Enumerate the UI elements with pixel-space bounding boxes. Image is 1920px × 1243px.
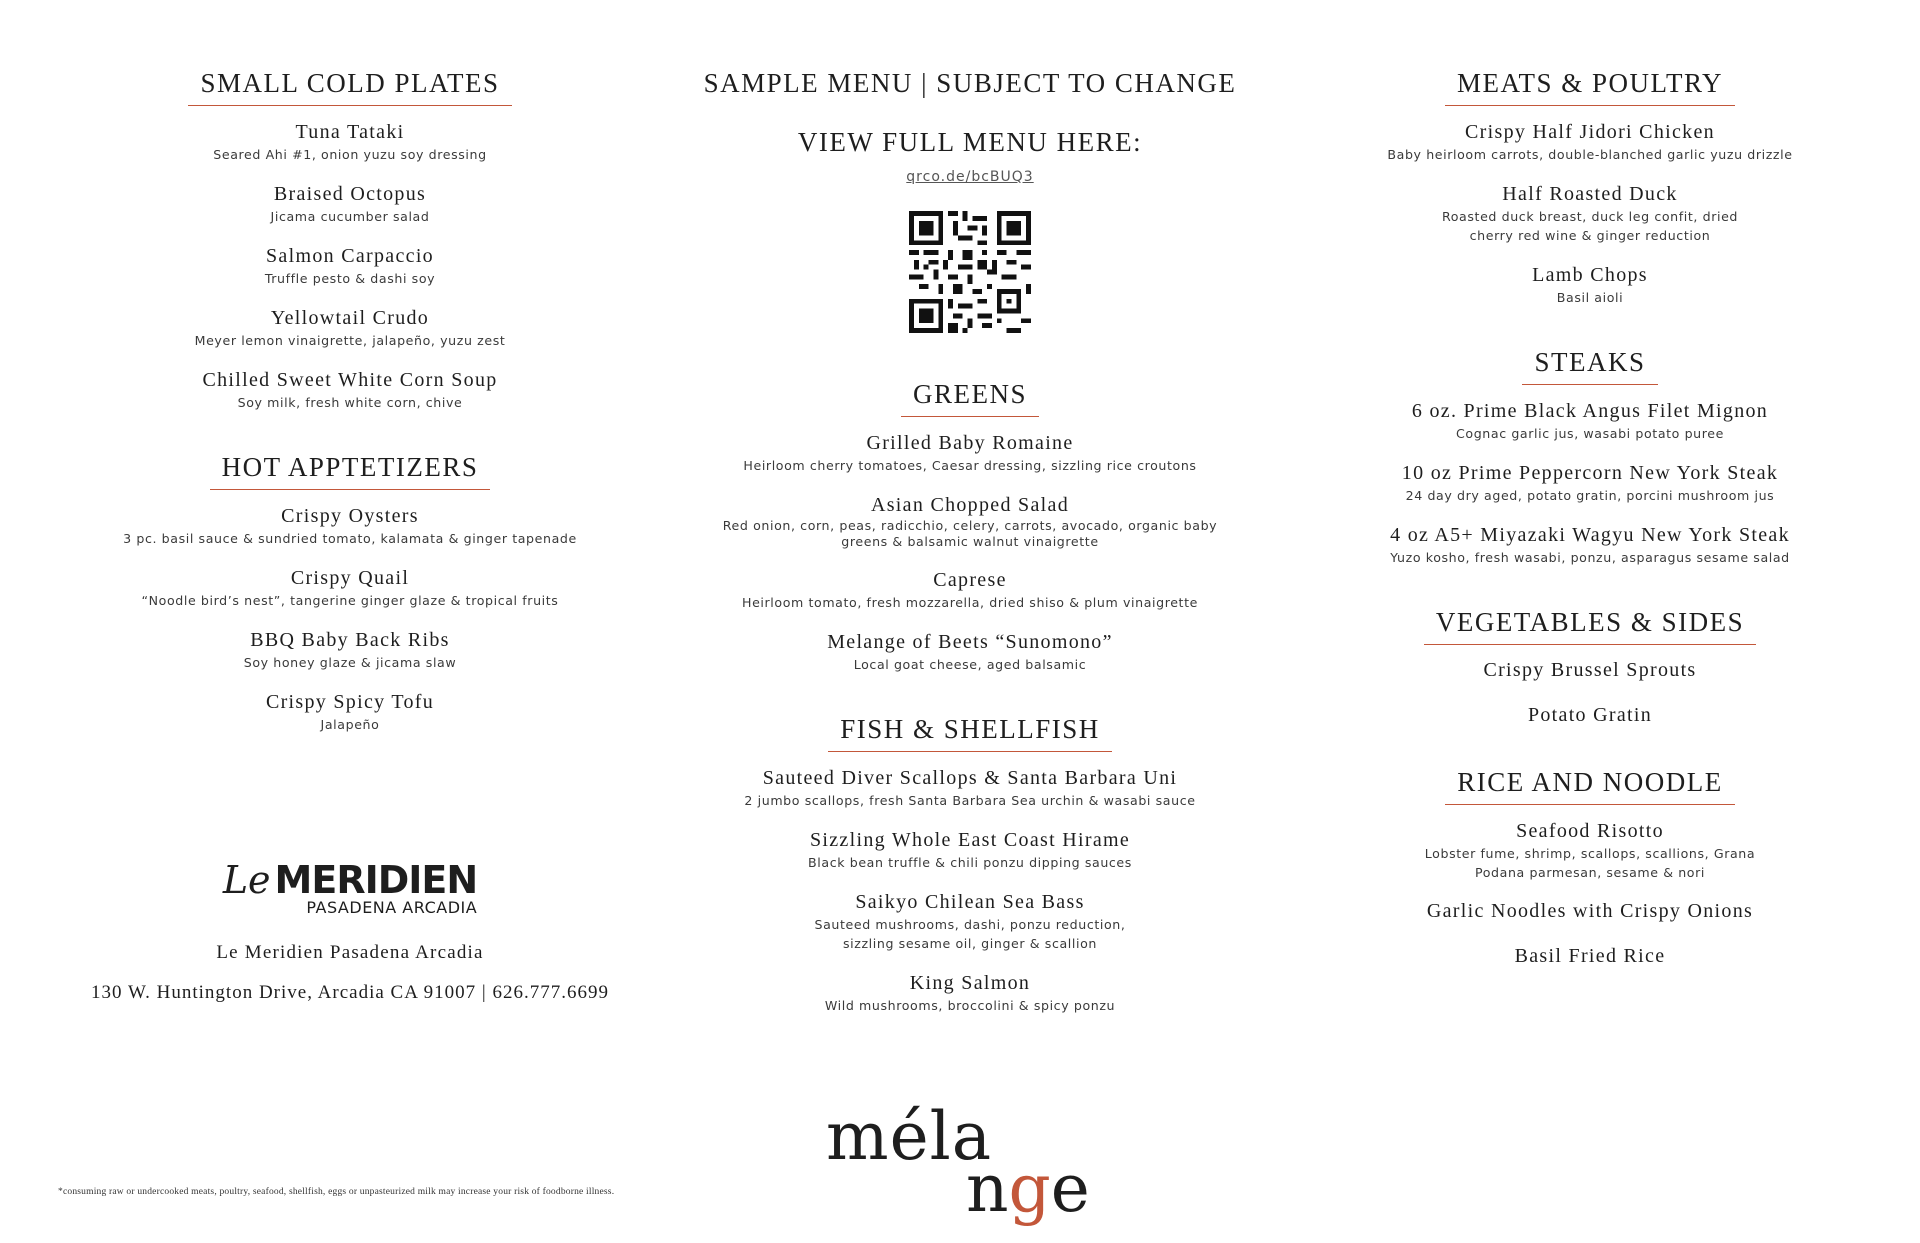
menu-item — [690, 493, 1250, 550]
item-desc: Soy honey glaze & jicama slaw — [243, 655, 457, 670]
item-desc: Soy milk, fresh white corn, chive — [237, 395, 463, 410]
menu-item — [80, 244, 620, 288]
item-desc: Jicama cucumber salad — [270, 209, 430, 224]
item-name: Sauteed Diver Scallops & Santa Barbara Uni — [762, 767, 1178, 789]
food-safety-disclaimer: *consuming raw or undercooked meats, poultry, seafood, shellfish, eggs or unpasteurized milk may increase your risk of foodborne illness. — [58, 1187, 615, 1197]
side-item: Garlic Noodles with Crispy Onions — [1426, 900, 1754, 922]
item-name: Tuna Tataki — [295, 121, 405, 143]
item-name: 6 oz. Prime Black Angus Filet Mignon — [1411, 400, 1769, 422]
view-full-menu-title: VIEW FULL MENU HERE: — [797, 127, 1143, 157]
side-item: Potato Gratin — [1527, 704, 1653, 726]
item-desc: Truffle pesto & dashi soy — [264, 271, 436, 286]
item-name: Crispy Quail — [290, 567, 410, 589]
item-name: Crispy Half Jidori Chicken — [1465, 121, 1715, 143]
section-title: SMALL COLD PLATES — [188, 68, 511, 106]
item-name: Sizzling Whole East Coast Hirame — [809, 829, 1131, 851]
section-title: MEATS & POULTRY — [1445, 68, 1735, 106]
item-name: Seafood Risotto — [1516, 820, 1664, 842]
logo-le-text: Le — [222, 858, 271, 902]
item-desc: Lobster fume, shrimp, scallops, scallions, Grana Podana parmesan, sesame & nori — [1424, 846, 1756, 880]
item-desc: Yuzo kosho, fresh wasabi, ponzu, asparagus sesame salad — [1390, 550, 1790, 565]
item-name: Grilled Baby Romaine — [866, 432, 1074, 454]
hotel-block — [80, 858, 620, 1004]
item-name: Lamb Chops — [1532, 264, 1648, 286]
item-desc: Local goat cheese, aged balsamic — [853, 657, 1087, 672]
menu-item — [690, 766, 1250, 810]
side-item: Crispy Brussel Sprouts — [1483, 659, 1697, 681]
section-small-cold-plates — [80, 68, 620, 412]
section-hot-appetizers — [80, 452, 620, 734]
item-desc: Sauteed mushrooms, dashi, ponzu reduction, sizzling sesame oil, ginger & scallion — [814, 917, 1126, 951]
menu-item — [80, 368, 620, 412]
item-desc: Heirloom cherry tomatoes, Caesar dressing, sizzling rice croutons — [743, 458, 1197, 473]
section-title: VEGETABLES & SIDES — [1424, 607, 1756, 645]
item-desc: “Noodle bird’s nest”, tangerine ginger glaze & tropical fruits — [141, 593, 559, 608]
item-name: Crispy Spicy Tofu — [265, 691, 435, 713]
section-vegetables-sides — [1330, 607, 1850, 727]
menu-item — [690, 431, 1250, 475]
item-desc: Red onion, corn, peas, radicchio, celery, carrots, avocado, organic baby greens & balsamic walnut vinaigrette — [722, 518, 1218, 549]
section-greens — [690, 379, 1250, 674]
menu-item — [1330, 523, 1850, 567]
item-desc: Roasted duck breast, duck leg confit, dried cherry red wine & ginger reduction — [1441, 209, 1739, 243]
section-title: FISH & SHELLFISH — [828, 714, 1112, 752]
item-desc: Heirloom tomato, fresh mozzarella, dried shiso & plum vinaigrette — [742, 595, 1198, 610]
menu-item — [80, 690, 620, 734]
section-title: STEAKS — [1522, 347, 1657, 385]
item-name: Salmon Carpaccio — [266, 245, 434, 267]
item-desc: Cognac garlic jus, wasabi potato puree — [1456, 426, 1724, 441]
hotel-address: 130 W. Huntington Drive, Arcadia CA 91007 | 626.777.6699 — [91, 982, 609, 1003]
melange-n: n — [966, 1150, 1009, 1227]
item-desc: 3 pc. basil sauce & sundried tomato, kalamata & ginger tapenade — [123, 531, 577, 546]
item-desc: Black bean truffle & chili ponzu dipping sauces — [808, 855, 1132, 870]
middle-column — [690, 68, 1250, 1055]
sample-menu-title: SAMPLE MENU | SUBJECT TO CHANGE — [703, 68, 1237, 98]
menu-item — [80, 504, 620, 548]
logo-sub-text: PASADENA ARCADIA — [306, 898, 478, 917]
item-name: BBQ Baby Back Ribs — [250, 629, 450, 651]
item-desc: 2 jumbo scallops, fresh Santa Barbara Sea urchin & wasabi sauce — [744, 793, 1196, 808]
section-title: RICE AND NOODLE — [1445, 767, 1735, 805]
item-name: Melange of Beets “Sunomono” — [827, 631, 1113, 653]
item-name: 10 oz Prime Peppercorn New York Steak — [1401, 462, 1779, 484]
melange-logo-top: méla — [826, 1098, 993, 1175]
menu-item — [690, 971, 1250, 1015]
item-name: Crispy Oysters — [281, 505, 419, 527]
side-item: Basil Fried Rice — [1514, 945, 1666, 967]
item-name: Half Roasted Duck — [1502, 183, 1678, 205]
melange-logo — [826, 1098, 1106, 1238]
item-desc: Jalapeño — [320, 717, 380, 732]
item-name: Caprese — [933, 569, 1007, 591]
menu-item — [690, 630, 1250, 674]
menu-item — [1330, 263, 1850, 307]
menu-item — [1330, 182, 1850, 245]
melange-e: e — [1050, 1150, 1090, 1227]
menu-item — [80, 182, 620, 226]
item-name: 4 oz A5+ Miyazaki Wagyu New York Steak — [1390, 524, 1790, 546]
item-name: Chilled Sweet White Corn Soup — [202, 369, 498, 391]
item-desc: Wild mushrooms, broccolini & spicy ponzu — [824, 998, 1116, 1013]
menu-item — [80, 120, 620, 164]
item-desc: Seared Ahi #1, onion yuzu soy dressing — [213, 147, 487, 162]
item-name: Asian Chopped Salad — [870, 494, 1069, 516]
section-title: GREENS — [901, 379, 1039, 417]
section-fish-shellfish — [690, 714, 1250, 1015]
full-menu-link[interactable]: qrco.de/bcBUQ3 — [906, 169, 1034, 185]
item-name: Braised Octopus — [273, 183, 427, 205]
menu-item — [690, 890, 1250, 953]
item-name: King Salmon — [909, 972, 1031, 994]
left-column — [80, 68, 620, 774]
section-steaks — [1330, 347, 1850, 567]
menu-item — [1330, 399, 1850, 443]
item-desc: 24 day dry aged, potato gratin, porcini mushroom jus — [1405, 488, 1775, 503]
hotel-name: Le Meridien Pasadena Arcadia — [216, 942, 484, 963]
menu-item — [1330, 120, 1850, 164]
melange-g: g — [1008, 1150, 1051, 1227]
logo-main-text: MERIDIEN — [274, 858, 478, 902]
section-title: HOT APPTETIZERS — [210, 452, 491, 490]
menu-item — [1330, 819, 1850, 882]
menu-item — [690, 828, 1250, 872]
section-meats-poultry — [1330, 68, 1850, 307]
menu-item — [80, 628, 620, 672]
section-rice-noodle — [1330, 767, 1850, 968]
item-desc: Basil aioli — [1556, 290, 1624, 305]
item-desc: Baby heirloom carrots, double-blanched garlic yuzu drizzle — [1387, 147, 1793, 162]
menu-item — [1330, 461, 1850, 505]
item-name: Saikyo Chilean Sea Bass — [855, 891, 1085, 913]
qr-code-icon[interactable] — [909, 211, 1031, 333]
menu-item — [80, 566, 620, 610]
item-name: Yellowtail Crudo — [270, 307, 430, 329]
melange-logo-bottom — [966, 1150, 1090, 1227]
le-meridien-logo — [223, 858, 477, 917]
right-column — [1330, 68, 1850, 1008]
menu-item — [690, 568, 1250, 612]
item-desc: Meyer lemon vinaigrette, jalapeño, yuzu zest — [194, 333, 506, 348]
menu-item — [80, 306, 620, 350]
